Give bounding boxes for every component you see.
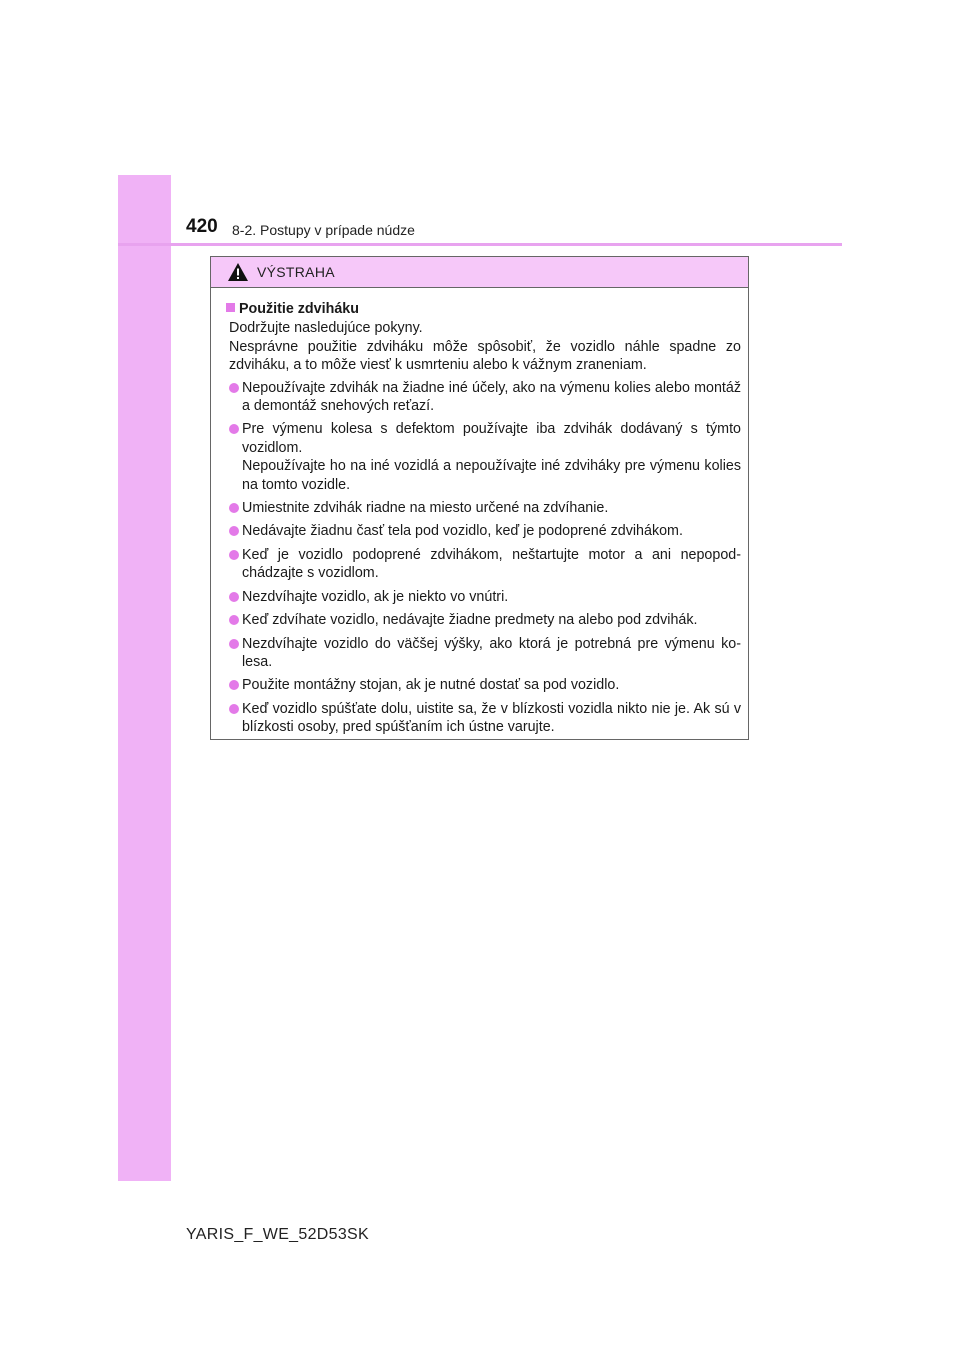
- bullet-text: Nepoužívajte ho na iné vozidlá a nepoužívajte iné zdviháky pre výmenu kolies na tomto vozidle.: [242, 458, 741, 493]
- header-divider: [118, 243, 842, 246]
- warning-intro: [226, 319, 741, 374]
- list-item: [226, 546, 741, 583]
- bullet-text: Umiestnite zdvihák riadne na miesto určené na zdvíhanie.: [242, 500, 609, 517]
- bullet-dot-icon: [229, 526, 239, 536]
- bullet-text: Použite montážny stojan, ak je nutné dostať sa pod vozidlo.: [242, 677, 620, 694]
- list-item: [226, 700, 741, 737]
- bullet-dot-icon: [229, 424, 239, 434]
- bullet-dot-icon: [229, 615, 239, 625]
- list-item: [226, 588, 741, 606]
- warning-heading: [226, 300, 741, 318]
- bullet-dot-icon: [229, 503, 239, 513]
- bullet-text: Nezdvíhajte vozidlo, ak je niekto vo vnútri.: [242, 588, 509, 605]
- intro-line: Dodržujte nasledujúce pokyny.: [229, 320, 423, 337]
- bullet-text: Nepoužívajte zdvihák na žiadne iné účely, ako na výmenu kolies alebo montáž a demontáž snehových reťazí.: [242, 379, 741, 415]
- warning-box: [210, 256, 749, 740]
- bullet-dot-icon: [229, 592, 239, 602]
- list-item: [226, 522, 741, 540]
- bullet-dot-icon: [229, 704, 239, 714]
- bullet-dot-icon: [229, 680, 239, 690]
- bullet-dot-icon: [229, 550, 239, 560]
- list-item: [226, 676, 741, 694]
- bullet-dot-icon: [229, 383, 239, 393]
- square-bullet-icon: [226, 303, 235, 312]
- warning-header: [211, 257, 748, 288]
- bullet-text: Keď zdvíhate vozidlo, nedávajte žiadne predmety na alebo pod zdvihák.: [242, 612, 698, 629]
- bullet-text: Pre výmenu kolesa s defektom používajte iba zdvihák dodávaný s týmto vozidlom.: [242, 421, 741, 456]
- bullet-text: Nezdvíhajte vozidlo do väčšej výšky, ako ktorá je potrebná pre výmenu ko-lesa.: [242, 635, 741, 670]
- sidebar-tab: [118, 175, 171, 1181]
- document-code: YARIS_F_WE_52D53SK: [186, 1226, 369, 1243]
- list-item: [226, 635, 741, 672]
- warning-triangle-icon: [227, 262, 249, 282]
- list-item: [226, 611, 741, 629]
- page-number: 420: [186, 216, 218, 237]
- warning-title: VÝSTRAHA: [257, 264, 335, 280]
- warning-body: [211, 288, 748, 737]
- bullet-text: Nedávajte žiadnu časť tela pod vozidlo, keď je podoprené zdvihákom.: [242, 523, 683, 540]
- list-item: [226, 499, 741, 517]
- warning-heading-text: Použitie zdviháku: [239, 301, 359, 317]
- bullet-text: Keď vozidlo spúšťate dolu, uistite sa, že v blízkosti vozidla nikto nie je. Ak sú v blízkosti osoby, pred spúšťaním ich ústne varujte.: [242, 700, 741, 736]
- bullet-list: [226, 379, 741, 737]
- list-item: [226, 420, 741, 494]
- bullet-text: Keď je vozidlo podoprené zdvihákom, neštartujte motor a ani nepopod-chádzajte s vozidlom.: [242, 546, 741, 582]
- intro-line: Nesprávne použitie zdviháku môže spôsobiť, že vozidlo náhle spadne zo zdviháku, a to môže viesť k usmrteniu alebo k vážnym zraneniam.: [229, 338, 741, 374]
- section-title: 8-2. Postupy v prípade núdze: [232, 222, 415, 238]
- list-item: [226, 379, 741, 416]
- bullet-dot-icon: [229, 639, 239, 649]
